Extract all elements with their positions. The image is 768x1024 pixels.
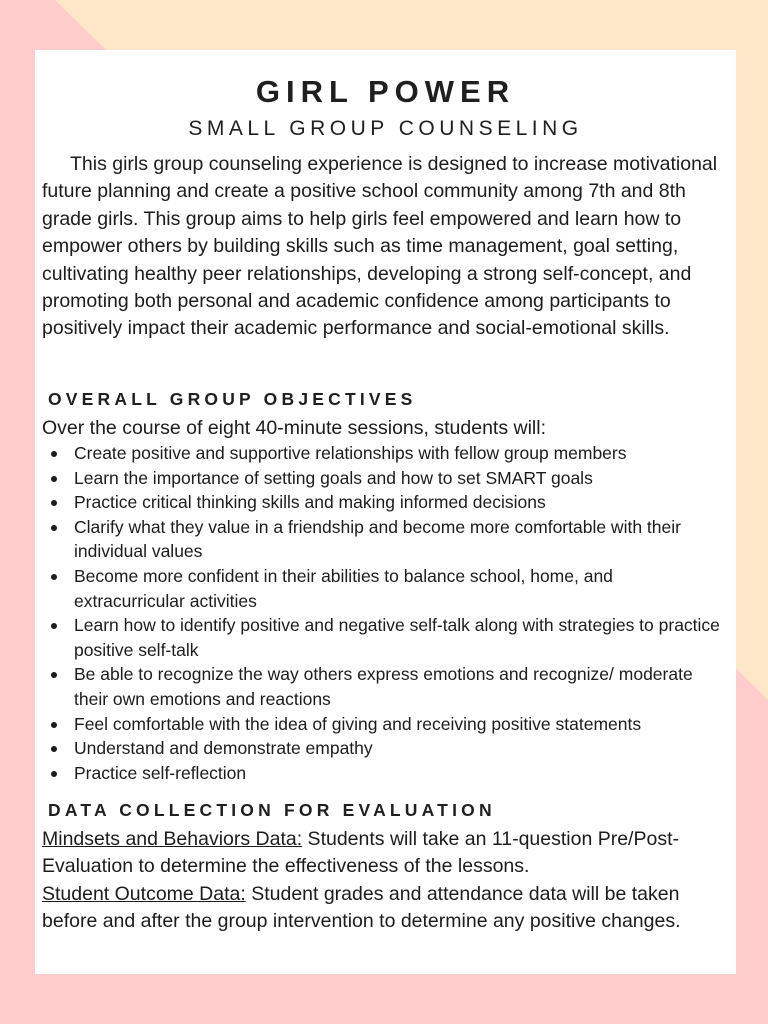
list-item-text: Learn how to identify positive and negative self-talk along with strategies to practice positive self-talk: [74, 615, 720, 660]
list-item-text: Practice self-reflection: [74, 762, 247, 783]
list-item-text: Be able to recognize the way others express emotions and recognize/ moderate their own emotions and reactions: [74, 664, 693, 709]
bullet-icon: [51, 623, 57, 629]
bullet-icon: [51, 672, 57, 678]
list-item-text: Create positive and supportive relationships with fellow group members: [74, 443, 627, 463]
list-item: [42, 466, 726, 491]
bullet-icon: [51, 722, 57, 728]
objectives-lead: Over the course of eight 40-minute sessions, students will:: [42, 417, 546, 439]
list-item-text: Learn the importance of setting goals and how to set SMART goals: [74, 467, 593, 488]
mindsets-data-label: Mindsets and Behaviors Data:: [42, 828, 303, 850]
list-item-text: Clarify what they value in a friendship and become more comfortable with their individual values: [74, 516, 681, 562]
document-card: [35, 50, 736, 974]
list-item: [42, 441, 726, 466]
mindsets-data-text: Students will take an 11-question Pre/Post-Evaluation to determine the effectiveness of the lessons.: [42, 828, 679, 878]
list-item: [42, 490, 726, 515]
list-item-text: Feel comfortable with the idea of giving and receiving positive statements: [74, 713, 642, 734]
bullet-icon: [51, 525, 57, 531]
list-item: [42, 515, 726, 564]
intro-paragraph: This girls group counseling experience is designed to increase motivational future planning and create a positive school community among 7th and 8th grade girls. This group aims to help girls feel empowered and learn how to empower others by building skills such as time management, goal setting, cultivating healthy peer relationships, developing a strong self-concept, and promoting both personal and academic confidence among participants to positively impact their academic performance and social-emotional skills.: [42, 153, 718, 340]
outcome-data-text: Student grades and attendance data will be taken before and after the group intervention to determine any positive changes.: [42, 882, 681, 933]
objectives-heading: OVERALL GROUP OBJECTIVES: [48, 389, 417, 409]
list-item-text: Understand and demonstrate empathy: [74, 738, 373, 759]
list-item: [42, 662, 726, 711]
outcome-data-label: Student Outcome Data:: [42, 882, 246, 905]
list-item-text: Become more confident in their abilities to balance school, home, and extracurricular activities: [74, 565, 613, 611]
list-item: [42, 712, 726, 737]
bullet-icon: [51, 500, 57, 506]
list-item-text: Practice critical thinking skills and making informed decisions: [74, 492, 546, 513]
page-title: GIRL POWER: [255, 74, 516, 109]
bullet-icon: [51, 476, 57, 482]
list-item: [42, 761, 726, 786]
list-item: [42, 613, 726, 662]
bullet-icon: [51, 771, 57, 777]
list-item: [42, 564, 726, 613]
evaluation-heading: DATA COLLECTION FOR EVALUATION: [48, 800, 496, 820]
page-subtitle: SMALL GROUP COUNSELING: [188, 117, 583, 140]
bullet-icon: [51, 451, 57, 457]
evaluation-paragraph: [42, 826, 732, 936]
objectives-list: [42, 441, 726, 785]
bullet-icon: [51, 746, 57, 752]
list-item: [42, 736, 726, 761]
bullet-icon: [51, 574, 57, 580]
